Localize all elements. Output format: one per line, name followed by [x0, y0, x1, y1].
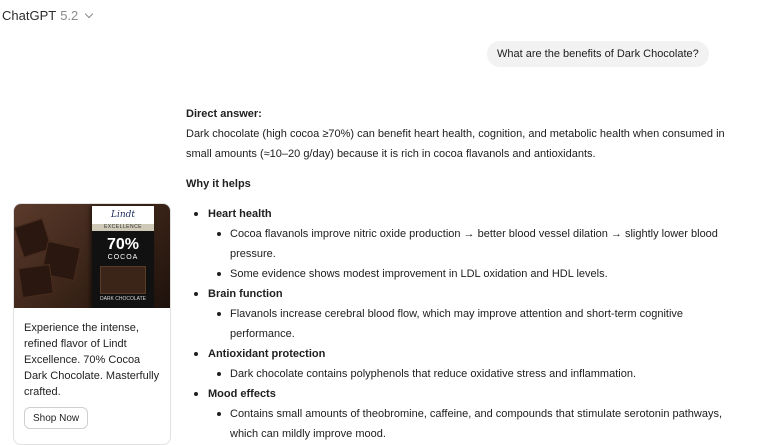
cocoa-label: COCOA: [107, 254, 139, 261]
assistant-response: [186, 104, 746, 444]
app-title: ChatGPT: [2, 8, 57, 23]
ad-description: Experience the intense, refined flavor of Lindt Excellence. 70% Cocoa Dark Chocolate. Masterfully crafted.: [24, 322, 160, 398]
why-heading: Why it helps: [186, 178, 251, 190]
section-title: Brain function: [208, 288, 283, 300]
benefits-list: [186, 204, 746, 444]
section-title: Antioxidant protection: [208, 348, 326, 360]
product-image: [14, 204, 170, 308]
user-message-bubble: What are the benefits of Dark Chocolate?: [487, 41, 709, 67]
brand-logo: Lindt: [92, 206, 154, 224]
list-item: Flavanols increase cerebral blood flow, which may improve attention and short-term cognitive performance.: [208, 304, 746, 344]
list-item: [186, 344, 746, 384]
list-item: Some evidence shows modest improvement in LDL oxidation and HDL levels.: [208, 264, 746, 284]
shop-now-button[interactable]: Shop Now: [24, 407, 88, 429]
direct-answer-heading: Direct answer:: [186, 108, 262, 120]
list-item: [186, 204, 746, 284]
section-title: Heart health: [208, 208, 272, 220]
list-item: [186, 284, 746, 344]
direct-answer-text: Dark chocolate (high cocoa ≥70%) can benefit heart health, cognition, and metabolic health when consumed in small amounts (≈10–20 g/day) because it is rich in cocoa flavanols and antioxidants.: [186, 128, 725, 160]
list-item: Contains small amounts of theobromine, caffeine, and compounds that stimulate serotonin pathways, which can mildly improve mood.: [208, 404, 746, 444]
product-line: EXCELLENCE: [92, 224, 154, 231]
list-item: Dark chocolate contains polyphenols that reduce oxidative stress and inflammation.: [208, 364, 746, 384]
sponsored-ad-card[interactable]: [13, 203, 171, 445]
list-item: [186, 384, 746, 444]
cocoa-percent: 70%: [106, 236, 140, 253]
chocolate-bar-package: [92, 206, 154, 308]
model-version: 5.2: [60, 8, 79, 23]
list-item: Cocoa flavanols improve nitric oxide production → better blood vessel dilation → slightly lower blood pressure.: [208, 224, 746, 264]
section-title: Mood effects: [208, 388, 276, 400]
model-selector[interactable]: [2, 8, 92, 23]
chevron-down-icon: [85, 10, 93, 18]
chocolate-square-image: [100, 266, 146, 294]
bar-label: DARK CHOCOLATE: [99, 296, 147, 302]
